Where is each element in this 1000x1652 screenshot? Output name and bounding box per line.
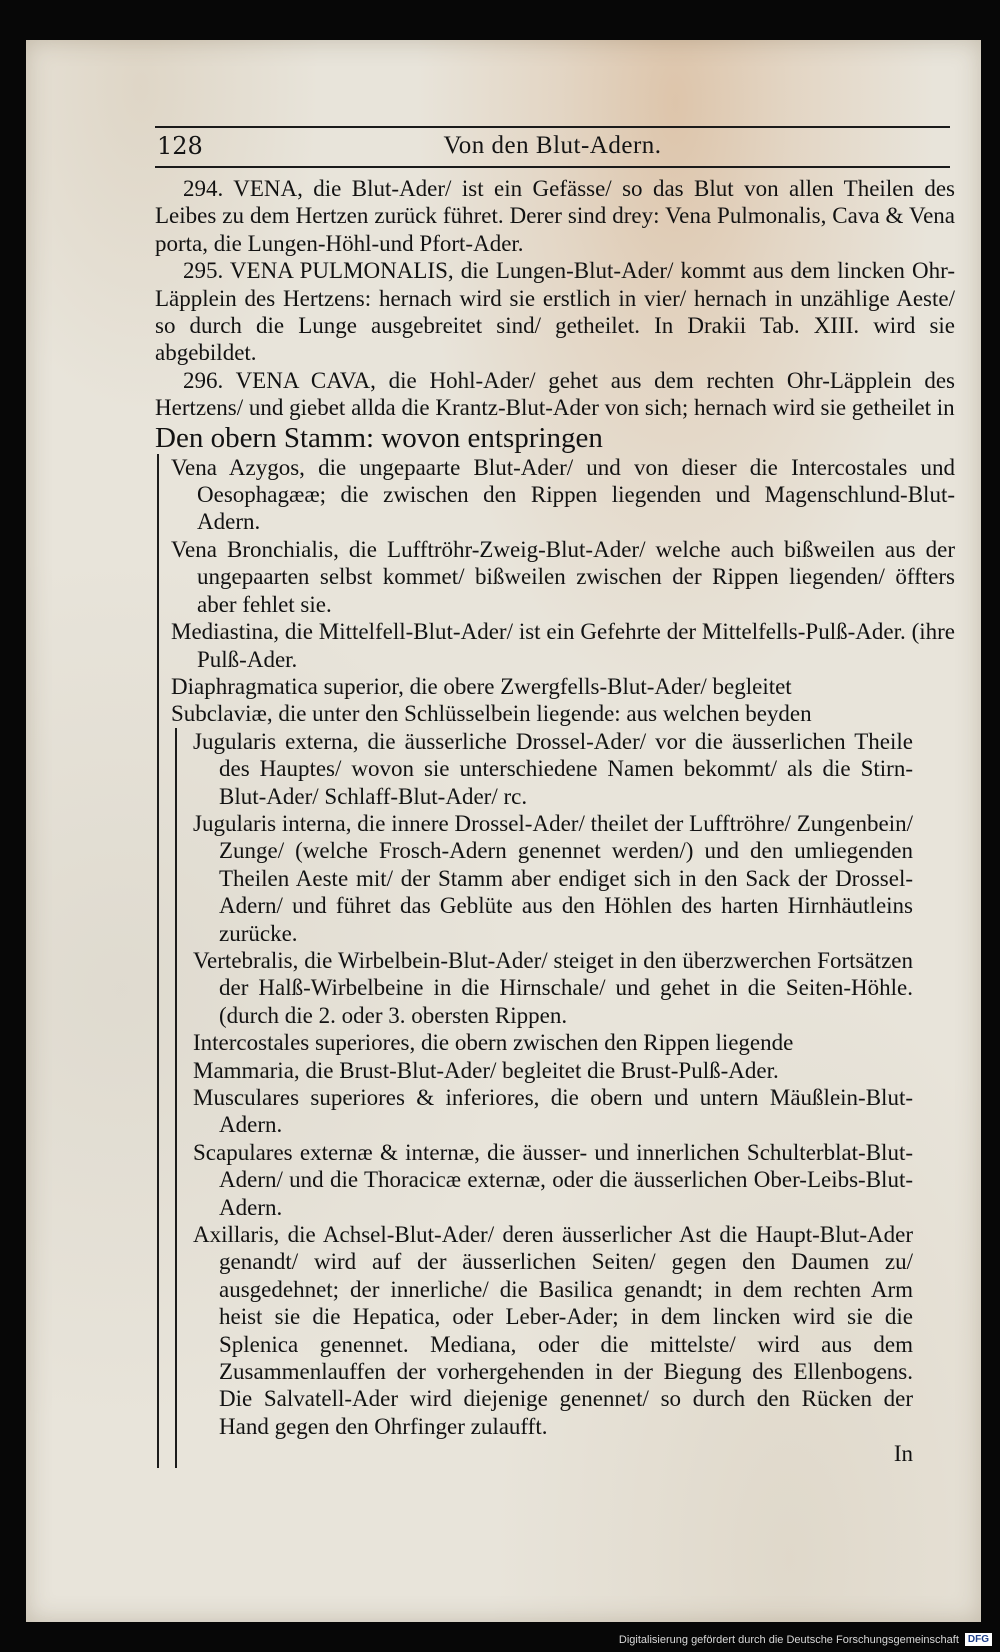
digitization-footer <box>619 1633 992 1646</box>
entry-diaphragmatica: Diaphragmatica superior, die obere Zwergfells-Blut-Ader/ begleitet <box>171 673 792 699</box>
upper-trunk-branches <box>157 454 955 1468</box>
entry-jugularis-externa: Jugularis externa, die äusserliche Drossel-Ader/ vor die äusserlichen Theile des Hauptes/ wovon sie unterschiedene Namen bekommt/ als die Stirn-Blut-Ader/ Schlaff-Blut-Ader/ rc. <box>193 728 913 809</box>
entry-vertebralis: Vertebralis, die Wirbelbein-Blut-Ader/ steiget in den überzwerchen Fortsätzen der Halß-Wirbelbeine in die Hirnschale/ und gehet in die Seiten-Höhle. (durch die 2. oder 3. obersten Rippen. <box>193 947 913 1028</box>
page-number: 128 <box>157 132 203 160</box>
entry-musculares: Musculares superiores & inferiores, die obern und untern Mäußlein-Blut-Adern. <box>193 1085 913 1138</box>
digitization-credit: Digitalisierung gefördert durch die Deutsche Forschungsgemeinschaft <box>618 1633 959 1646</box>
entry-subclaviae: Subclaviæ, die unter den Schlüsselbein liegende: aus welchen beyden <box>171 701 812 727</box>
page-body <box>155 175 955 1468</box>
entry-bronchialis: Vena Bronchialis, die Lufftröhr-Zweig-Blut-Ader/ welche auch bißweilen aus der ungepaarten selbst kommet/ bißweilen zwischen der Rippen liegenden/ öffters aber fehlet sie. <box>171 536 955 617</box>
entry-mammaria: Mammaria, die Brust-Blut-Ader/ begleitet die Brust-Pulß-Ader. <box>193 1057 779 1083</box>
page-header <box>155 126 950 168</box>
paragraph-295: 295. VENA PULMONALIS, die Lungen-Blut-Ader/ kommt aus dem lincken Ohr-Läpplein des Hertzens: hernach wird sie erstlich in vier/ hernach in unzählige Aeste/ so durch die Lunge ausgebreitet sind/ getheilet. In Drakii Tab. XIII. wird sie abgebildet. <box>155 258 955 366</box>
entry-intercostales: Intercostales superiores, die obern zwischen den Rippen liegende <box>193 1030 794 1056</box>
catchword: In <box>893 1441 913 1467</box>
stamm-heading: Den obern Stamm: wovon entspringen <box>155 421 603 454</box>
entry-azygos: Vena Azygos, die ungepaarte Blut-Ader/ und von dieser die Intercostales und Oesophagææ; die zwischen den Rippen liegenden und Magenschlund-Blut-Adern. <box>171 454 955 535</box>
entry-jugularis-interna: Jugularis interna, die innere Drossel-Ader/ theilet der Lufftröhre/ Zungenbein/ Zunge/ (welche Frosch-Adern genennet werden/) und den umliegenden Theilen Aeste mit/ der Stamm aber endiget sich in den Sack der Drossel-Adern/ und führet das Geblüte aus den Höhlen des harten Hirnhäutleins zurücke. <box>193 810 913 946</box>
subclavia-branches <box>175 728 913 1468</box>
entry-scapulares: Scapulares externæ & internæ, die äusser- und innerlichen Schulterblat-Blut-Adern/ und die Thoracicæ externæ, oder die äusserlichen Ober-Leibs-Blut-Adern. <box>193 1139 913 1220</box>
dfg-logo-icon: DFG <box>965 1633 992 1646</box>
paragraph-294: 294. VENA, die Blut-Ader/ ist ein Gefässe/ so das Blut von allen Theilen des Leibes zu dem Hertzen zurück führet. Derer sind drey: Vena Pulmonalis, Cava & Vena porta, die Lungen-Höhl-und Pfort-Ader. <box>155 176 955 256</box>
entry-mediastina: Mediastina, die Mittelfell-Blut-Ader/ ist ein Gefehrte der Mittelfells-Pulß-Ader. (ihre Pulß-Ader. <box>171 619 955 672</box>
entry-axillaris: Axillaris, die Achsel-Blut-Ader/ deren äusserlicher Ast die Haupt-Blut-Ader genandt/ wird auf der äusserlichen Seiten/ gegen den Daumen zu/ ausgedehnet; der innerliche/ die Basilica genandt; in dem rechten Arm heist sie die Hepatica, oder Leber-Ader; in dem lincken wird sie die Splenica genennet. Mediana, oder die mittelste/ wird aus dem Zusammenlauffen der vorhergehenden in der Biegung des Ellenbogens. Die Salvatell-Ader wird diejenige genennet/ so durch den Rücken der Hand gegen den Ohrfinger zulaufft. <box>193 1222 913 1439</box>
running-title: Von den Blut-Adern. <box>443 132 662 159</box>
paragraph-296: 296. VENA CAVA, die Hohl-Ader/ gehet aus dem rechten Ohr-Läpplein des Hertzens/ und giebet allda die Krantz-Blut-Ader von sich; hernach wird sie getheilet in <box>155 367 955 421</box>
